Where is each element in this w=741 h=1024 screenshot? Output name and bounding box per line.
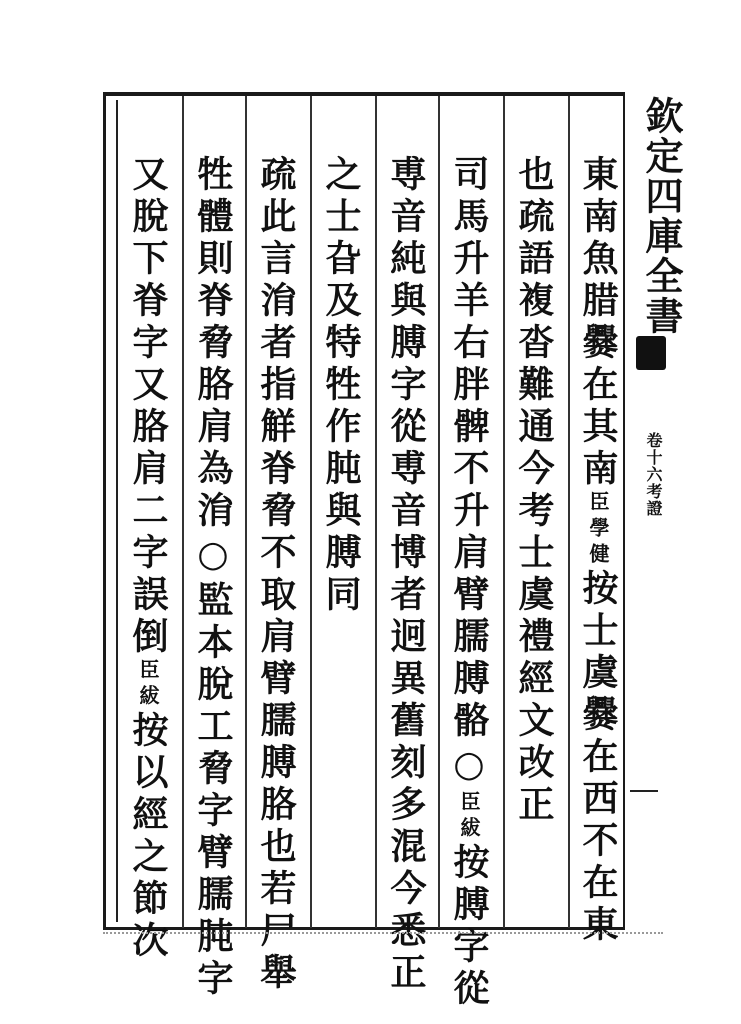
column-text-continued: 按士虞爨在西不在東: [577, 569, 619, 947]
column-text: 司馬升羊右胖髀不升肩臂臑膊骼○: [448, 155, 490, 791]
column-text-continued: 按膊字從: [448, 843, 490, 1011]
column-text: 東南魚腊爨在其南: [577, 155, 619, 491]
column-text: 又脫下脊字又胳肩二字誤倒: [127, 155, 169, 659]
column-text: 牲體則脊脅胳肩為㳙○監本脫工脅字臂臑肫字: [192, 155, 234, 1001]
text-column-4: [380, 155, 432, 995]
text-column-5: [315, 155, 367, 617]
column-text: 尃音純與膊字從尃音博者迥異舊刻多混今悉正: [385, 155, 427, 995]
column-text: 疏此言㳙者指觧脊脅不取肩臂臑膊胳也若尸舉: [255, 155, 297, 995]
column-divider: [310, 96, 312, 928]
column-divider: [568, 96, 570, 928]
text-column-8: [122, 155, 174, 963]
text-column-3: [443, 155, 495, 1011]
text-column-2: [508, 155, 560, 827]
column-text: 也疏語複沓難通今考士虞禮經文改正: [513, 155, 555, 827]
column-divider: [182, 96, 184, 928]
text-column-7: [187, 155, 239, 1001]
text-column-1: [572, 155, 624, 947]
fish-tail-emblem: [636, 336, 666, 370]
bottom-scan-artifact: [103, 932, 663, 934]
column-text: 之士旮及特牲作肫與膊同: [320, 155, 362, 617]
annotator-note: 臣紱: [457, 791, 481, 843]
juan-label: 卷十六考證: [644, 432, 663, 517]
column-text-continued: 按以經之節次: [127, 711, 169, 963]
column-divider: [245, 96, 247, 928]
column-divider: [503, 96, 505, 928]
annotator-note: 臣紱: [136, 659, 160, 711]
text-column-6: [250, 155, 302, 995]
page-mark: [630, 790, 658, 792]
book-title: 欽定四庫全書: [639, 96, 684, 336]
annotator-note: 臣學健: [586, 491, 610, 569]
column-divider: [375, 96, 377, 928]
column-divider: [438, 96, 440, 928]
inner-border-rule: [116, 100, 118, 922]
